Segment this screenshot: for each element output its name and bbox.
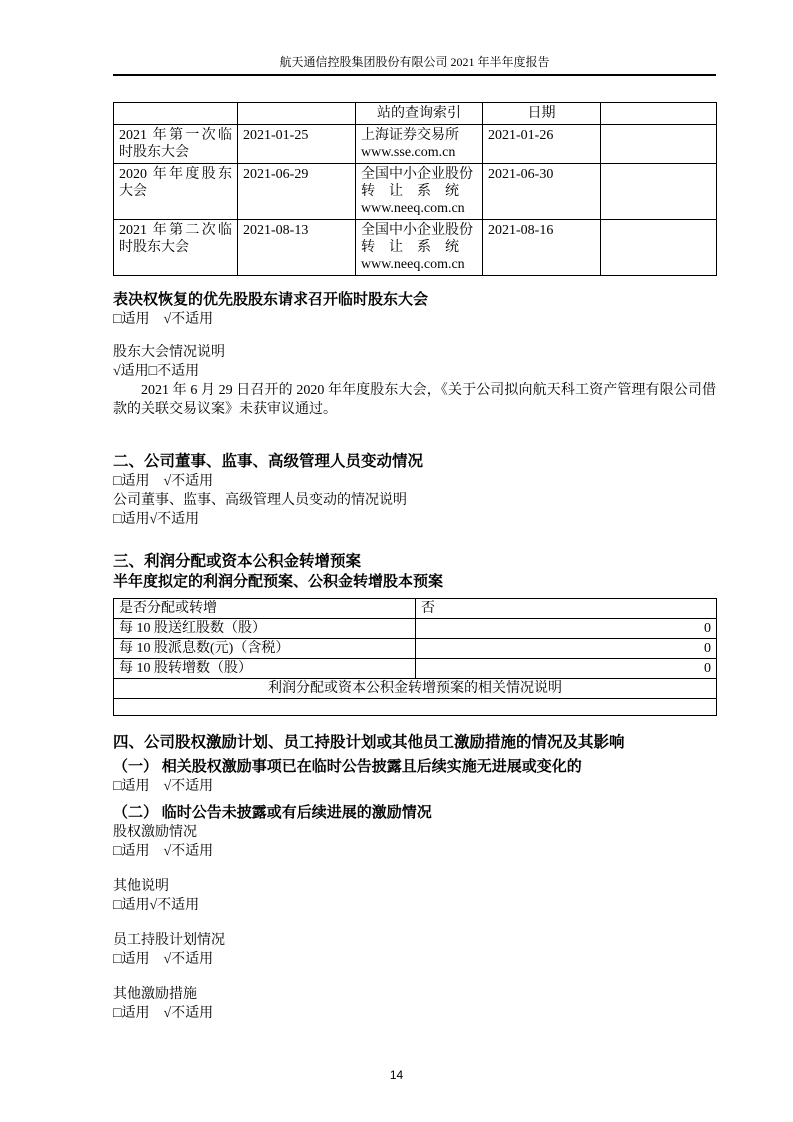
page-number: 14: [389, 1068, 404, 1082]
table-row: [114, 619, 717, 639]
index-url-line: www.neeq.com.cn: [361, 201, 465, 216]
preferred-shareholders-heading: 表决权恢复的优先股股东请求召开临时股东大会: [113, 292, 429, 308]
table-header-row: [114, 103, 717, 125]
incentive-item-applicability: □适用√不适用: [113, 898, 200, 913]
index-site-line2: 转 让 系 统: [361, 184, 459, 199]
table-row: [114, 220, 717, 276]
index-site-line: 全国中小企业股份: [361, 223, 473, 238]
meeting-disclosure-date-cell: 2021-08-16: [483, 220, 601, 276]
index-url-line: www.neeq.com.cn: [361, 257, 465, 272]
section4-sub2-heading: （二） 临时公告未披露或有后续进展的激励情况: [113, 805, 432, 821]
table-row: [114, 164, 717, 220]
meeting-convene-date-cell: 2021-06-29: [238, 164, 356, 220]
meeting-index-cell: [356, 164, 483, 220]
meeting-index-cell: [356, 220, 483, 276]
section2-applicability: □适用 √不适用: [113, 474, 214, 489]
incentive-item-applicability: □适用 √不适用: [113, 952, 214, 967]
distribution-note-value-cell: [114, 699, 717, 716]
distribution-value-cell: 0: [416, 659, 717, 679]
incentive-item-label: 其他说明: [113, 879, 169, 894]
meeting-disclosure-date-cell: 2021-01-26: [483, 125, 601, 164]
distribution-label-cell: 每 10 股送红股数（股）: [114, 619, 416, 639]
table-row: [114, 639, 717, 659]
profit-distribution-table: [113, 598, 717, 716]
page-header-title: 航天通信控股集团股份有限公司 2021 年半年度报告: [279, 55, 550, 69]
section2-note-label: 公司董事、监事、高级管理人员变动的情况说明: [113, 493, 407, 508]
section3-subheading: 半年度拟定的利润分配预案、公积金转增股本预案: [113, 574, 444, 590]
section2-note-applicability: □适用√不适用: [113, 512, 200, 527]
meeting-session-cell: 2021 年第二次临时股东大会: [114, 220, 238, 276]
distribution-label-cell: 是否分配或转增: [114, 599, 416, 619]
section2-heading: 二、公司董事、监事、高级管理人员变动情况: [113, 453, 424, 470]
table-row: [114, 659, 717, 679]
meeting-session-cell: 2021 年第一次临时股东大会: [114, 125, 238, 164]
empty-cell: [601, 220, 717, 276]
section3-heading: 三、利润分配或资本公积金转增预案: [113, 553, 362, 570]
preferred-shareholders-applicability: □适用 √不适用: [113, 312, 214, 327]
distribution-note-header-cell: 利润分配或资本公积金转增预案的相关情况说明: [114, 679, 717, 699]
meeting-convene-date-cell: 2021-01-25: [238, 125, 356, 164]
empty-cell: [601, 125, 717, 164]
empty-cell: [601, 164, 717, 220]
index-url-line: www.sse.com.cn: [361, 145, 456, 160]
meeting-session-cell: 2020 年年度股东大会: [114, 164, 238, 220]
section4-sub1-heading: （一） 相关股权激励事项已在临时公告披露且后续实施无进展或变化的: [113, 759, 582, 775]
table-note-header-row: [114, 679, 717, 699]
section4-heading: 四、公司股权激励计划、员工持股计划或其他员工激励措施的情况及其影响: [113, 734, 625, 751]
table-row: [114, 599, 717, 619]
distribution-value-cell: 0: [416, 639, 717, 659]
distribution-value-cell: 0: [416, 619, 717, 639]
incentive-item-label: 员工持股计划情况: [113, 933, 225, 948]
distribution-value-cell: 否: [416, 599, 717, 619]
header-cell-query-index: 站的查询索引: [356, 103, 483, 125]
incentive-item-applicability: □适用 √不适用: [113, 844, 214, 859]
incentive-item-label: 股权激励情况: [113, 825, 197, 840]
table-note-value-row: [114, 699, 717, 716]
meeting-convene-date-cell: 2021-08-13: [238, 220, 356, 276]
meeting-note-applicability: √适用□不适用: [113, 364, 200, 379]
incentive-item-label: 其他激励措施: [113, 987, 197, 1002]
shareholder-meetings-table: [113, 102, 717, 276]
header-cell-empty: [601, 103, 717, 125]
incentive-item-applicability: □适用 √不适用: [113, 1006, 214, 1021]
distribution-label-cell: 每 10 股派息数(元)（含税）: [114, 639, 416, 659]
page-header: [113, 0, 716, 76]
meeting-note-paragraph: 2021 年 6 月 29 日召开的 2020 年年度股东大会，《关于公司拟向航天科工资产管理有限公司借款的关联交易议案》未获审议通过。: [113, 383, 716, 417]
index-site-line: 上海证券交易所: [361, 128, 459, 143]
index-site-line: 全国中小企业股份: [361, 167, 473, 182]
meeting-disclosure-date-cell: 2021-06-30: [483, 164, 601, 220]
index-site-line2: 转 让 系 统: [361, 240, 459, 255]
header-cell-date: 日期: [483, 103, 601, 125]
meeting-index-cell: [356, 125, 483, 164]
table-row: [114, 125, 717, 164]
meeting-note-label: 股东大会情况说明: [113, 345, 225, 360]
distribution-label-cell: 每 10 股转增数（股）: [114, 659, 416, 679]
header-cell-session: [114, 103, 238, 125]
section4-sub1-applicability: □适用 √不适用: [113, 779, 214, 794]
header-cell-convene-date: [238, 103, 356, 125]
